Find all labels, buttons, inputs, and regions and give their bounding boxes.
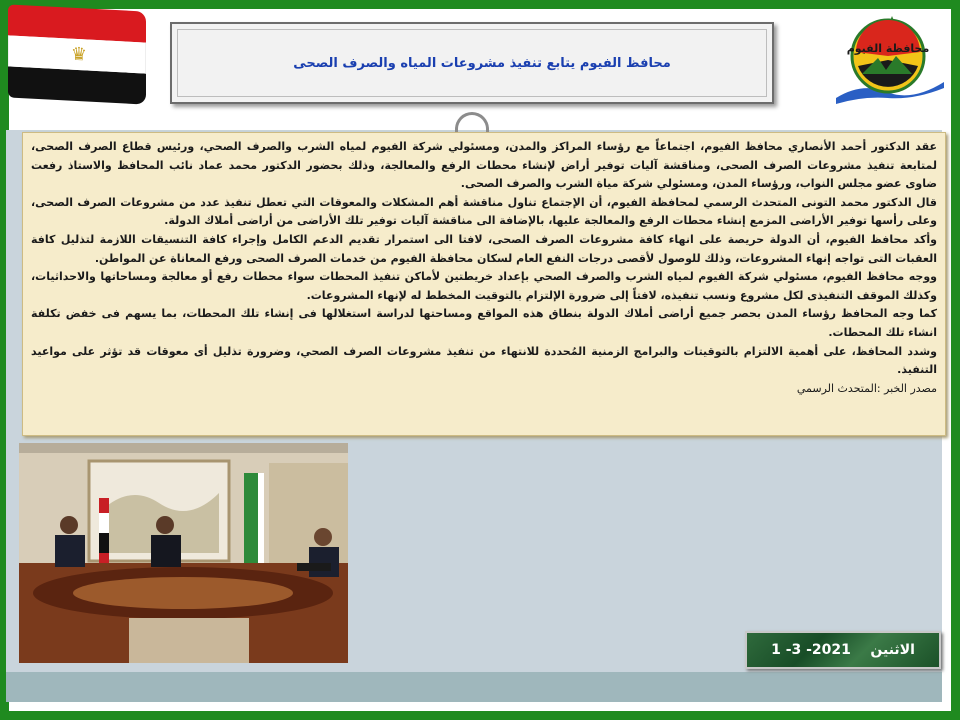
- meeting-photo-graphic: [19, 443, 348, 663]
- title-box-inner: [177, 29, 767, 97]
- footer-band: [6, 672, 942, 702]
- fayoum-logo-icon: [832, 12, 948, 107]
- article-box: [22, 132, 946, 436]
- article-paragraph-4: ووجه محافظ الفيوم، مسئولي شركة الفيوم لمياه الشرب والصرف الصحي بإعداد خريطتين لأماكن تنفيذ المحطات سواء محطات رفع أو معالجة ومساحاتها والاحداثيات، وكذلك الموقف التنفيذى لكل مشروع ونسب تنفيذه، لافتاً إلى ضرورة الإلتزام بالتوقيت المخطط له لإنهاء المشروعات.: [31, 270, 937, 302]
- article-body: [31, 138, 937, 398]
- page-title: محافظ الفيوم يتابع تنفيذ مشروعات المياه والصرف الصحى: [293, 55, 671, 71]
- article-paragraph-6: وشدد المحافظ، على أهمية الالتزام بالتوقيتات والبرامج الزمنية المُحددة للانتهاء من تنفيذ مشروعات الصرف الصحي، وضرورة تذليل أى معوقات قد تؤثر على مواعيد التنفيذ.: [31, 344, 937, 377]
- egypt-flag-icon: [8, 4, 146, 106]
- eagle-icon: ♛: [70, 43, 88, 66]
- date-label: [771, 642, 915, 658]
- logo-text: محافظة الفيوم: [846, 42, 930, 55]
- article-source: مصدر الخبر :المتحدث الرسمي: [796, 381, 937, 395]
- fayoum-logo-graphic: [832, 12, 948, 107]
- article-paragraph-5: كما وجه المحافظ رؤساء المدن بحصر جميع أراضى أملاك الدولة بنطاق هذه المواقع ومساحتها لدراسة استغلالها فى إنشاء تلك المحطات، بما يسهم فى خفض تكلفة انشاء تلك المحطات.: [31, 307, 937, 339]
- date-box: [745, 631, 941, 669]
- article-paragraph-3: وأكد محافظ الفيوم، أن الدولة حريصة على انهاء كافة مشروعات الصرف الصحى، لافتا الى استمرار تقديم الدعم الكامل وإجراء كافة التنسيقات اللازمة لتذليل كافة العقبات التى تواجه إنهاء المشروعات، وذلك للوصول لأقصى درجات النفع العام لسكان محافظة الفيوم من خدمات الصرف الصحى ورفع المعاناة عن المواطن.: [31, 232, 937, 265]
- meeting-photo: [19, 443, 348, 663]
- title-box: [170, 22, 774, 104]
- article-paragraph-1: عقد الدكتور أحمد الأنصاري محافظ الفيوم، اجتماعاً مع رؤساء المراكز والمدن، ومسئولي شركة الفيوم لمياه الشرب والصرف الصحي، ورئيس قطاع الصرف الصحى، لمتابعة تنفيذ مشروعات الصرف الصحى، ومناقشة آليات توفير أراض لإنشاء محطات الرفع والمعالجة، وذلك بحضور الدكتور محمد عماد نائب المحافظ والاستاذ رفعت ضاوى عضو مجلس النواب، ورؤساء المدن، ومسئولي شركة مياة الشرب والصرف الصحى.: [31, 140, 937, 191]
- day-name: الاثنين: [870, 642, 915, 658]
- date-value: 1 -3 -2021: [771, 642, 851, 658]
- article-paragraph-2: قال الدكتور محمد التونى المتحدث الرسمي لمحافظة الفيوم، أن الإجتماع تناول مناقشة أهم المشكلات والمعوقات التي تعطل تنفيذ عدد من مشروعات الصرف الصحى، وعلى رأسها توفير الأراضى المزمع إنشاء محطات الرفع والمعالجة عليها، بالإضافة الى مناقشة آليات توفير تلك الأراضى من أراضى أملاك الدولة.: [31, 195, 937, 228]
